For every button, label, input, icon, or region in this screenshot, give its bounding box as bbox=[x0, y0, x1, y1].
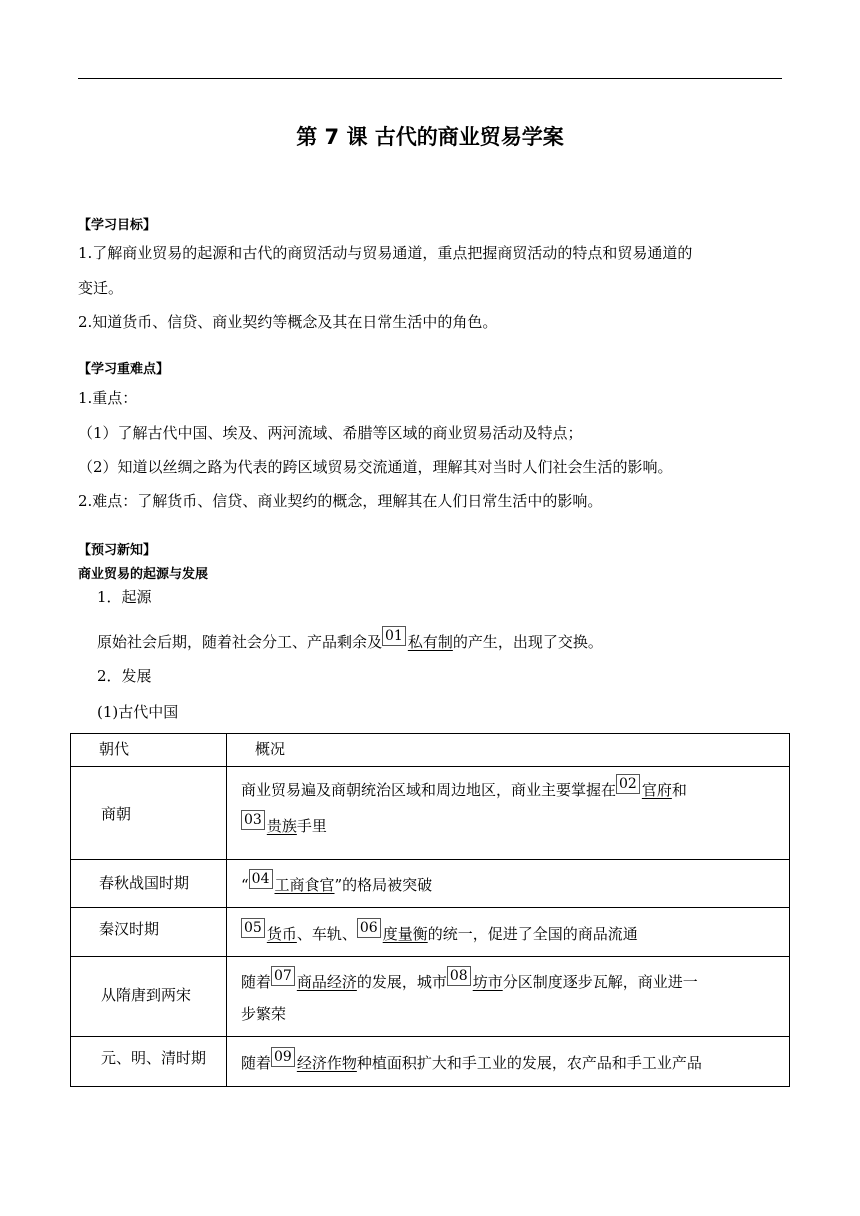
blank-number-box: 07 bbox=[271, 966, 295, 986]
cell-text: 步繁荣 bbox=[241, 1005, 287, 1023]
cell-text: 手里 bbox=[296, 817, 327, 835]
cell-text: 随着 bbox=[241, 1054, 272, 1072]
origin-label: 1．起源 bbox=[97, 588, 152, 606]
table-row bbox=[71, 860, 790, 908]
development-label: 2．发展 bbox=[97, 667, 152, 685]
focus-item-2: （2）知道以丝绸之路为代表的跨区域贸易交流通道，理解其对当时人们社会生活的影响。 bbox=[78, 458, 673, 476]
dynasty-table bbox=[70, 733, 790, 1087]
blank-number-box: 05 bbox=[241, 918, 265, 938]
cell-text: 的发展，城市 bbox=[356, 973, 447, 991]
difficulty: 2.难点：了解货币、信贷、商业契约的概念，理解其在人们日常生活中的影响。 bbox=[78, 492, 603, 510]
cell-text: ”的格局被突破 bbox=[334, 876, 433, 894]
preview-heading: 【预习新知】 bbox=[78, 543, 157, 558]
answer-blank: 商品经济 bbox=[296, 973, 357, 991]
cell-text: 、车轨、 bbox=[296, 925, 357, 943]
objective-1a: 1.了解商业贸易的起源和古代的商贸活动与贸易通道，重点把握商贸活动的特点和贸易通道的 bbox=[78, 244, 693, 262]
origin-text-pre: 原始社会后期，随着社会分工、产品剩余及 bbox=[97, 633, 383, 651]
answer-blank: 货币 bbox=[266, 925, 297, 943]
dynasty-cell: 从隋唐到两宋 bbox=[71, 957, 227, 1037]
cell-text: 的统一，促进了全国的商品流通 bbox=[427, 925, 638, 943]
preview-subheading: 商业贸易的起源与发展 bbox=[78, 567, 209, 582]
overview-cell bbox=[227, 1037, 790, 1087]
answer-blank: 官府 bbox=[641, 781, 672, 799]
blank-number-box: 08 bbox=[447, 966, 471, 986]
china-label: (1)古代中国 bbox=[97, 703, 179, 721]
blank-number-box: 01 bbox=[382, 626, 406, 646]
origin-text bbox=[97, 628, 603, 652]
table-row bbox=[71, 1037, 790, 1087]
page-title: 第 7 课 古代的商业贸易学案 bbox=[296, 125, 564, 149]
origin-text-post: 的产生，出现了交换。 bbox=[452, 633, 603, 651]
answer-blank: 坊市 bbox=[472, 973, 503, 991]
header-dynasty: 朝代 bbox=[71, 734, 227, 767]
overview-cell bbox=[227, 767, 790, 860]
answer-blank: 工商食官 bbox=[274, 876, 335, 894]
cell-text: 种植面积扩大和手工业的发展，农产品和手工业产品 bbox=[356, 1054, 702, 1072]
header-overview: 概况 bbox=[227, 734, 790, 767]
focus-item-1: （1）了解古代中国、埃及、两河流域、希腊等区域的商业贸易活动及特点； bbox=[78, 424, 583, 442]
dynasty-cell: 秦汉时期 bbox=[71, 908, 227, 957]
table-row bbox=[71, 767, 790, 860]
blank-number-box: 02 bbox=[616, 774, 640, 794]
table-header-row bbox=[71, 734, 790, 767]
overview-cell bbox=[227, 957, 790, 1037]
header-rule bbox=[78, 78, 782, 79]
answer-blank: 贵族 bbox=[266, 817, 297, 835]
cell-text: 分区制度逐步瓦解，商业进一 bbox=[502, 973, 698, 991]
keypoints-heading: 【学习重难点】 bbox=[78, 362, 170, 377]
overview-cell bbox=[227, 860, 790, 908]
blank-number-box: 04 bbox=[249, 869, 273, 889]
blank-number-box: 09 bbox=[271, 1047, 295, 1067]
dynasty-cell: 商朝 bbox=[71, 767, 227, 860]
answer-blank: 度量衡 bbox=[382, 925, 428, 943]
answer-blank: 经济作物 bbox=[296, 1054, 357, 1072]
answer-blank: 私有制 bbox=[407, 633, 453, 651]
blank-number-box: 06 bbox=[357, 918, 381, 938]
blank-number-box: 03 bbox=[241, 810, 265, 830]
objective-1b: 变迁。 bbox=[78, 279, 124, 297]
table-row bbox=[71, 957, 790, 1037]
cell-text: 随着 bbox=[241, 973, 272, 991]
dynasty-cell: 元、明、清时期 bbox=[71, 1037, 227, 1087]
cell-text: 商业贸易遍及商朝统治区域和周边地区，商业主要掌握在 bbox=[241, 781, 617, 799]
cell-text: “ bbox=[241, 876, 249, 894]
overview-cell bbox=[227, 908, 790, 957]
objective-2: 2.知道货币、信贷、商业契约等概念及其在日常生活中的角色。 bbox=[78, 313, 498, 331]
dynasty-cell: 春秋战国时期 bbox=[71, 860, 227, 908]
objectives-heading: 【学习目标】 bbox=[78, 218, 157, 233]
focus-label: 1.重点： bbox=[78, 389, 138, 407]
table-row bbox=[71, 908, 790, 957]
cell-text: 和 bbox=[671, 781, 687, 799]
